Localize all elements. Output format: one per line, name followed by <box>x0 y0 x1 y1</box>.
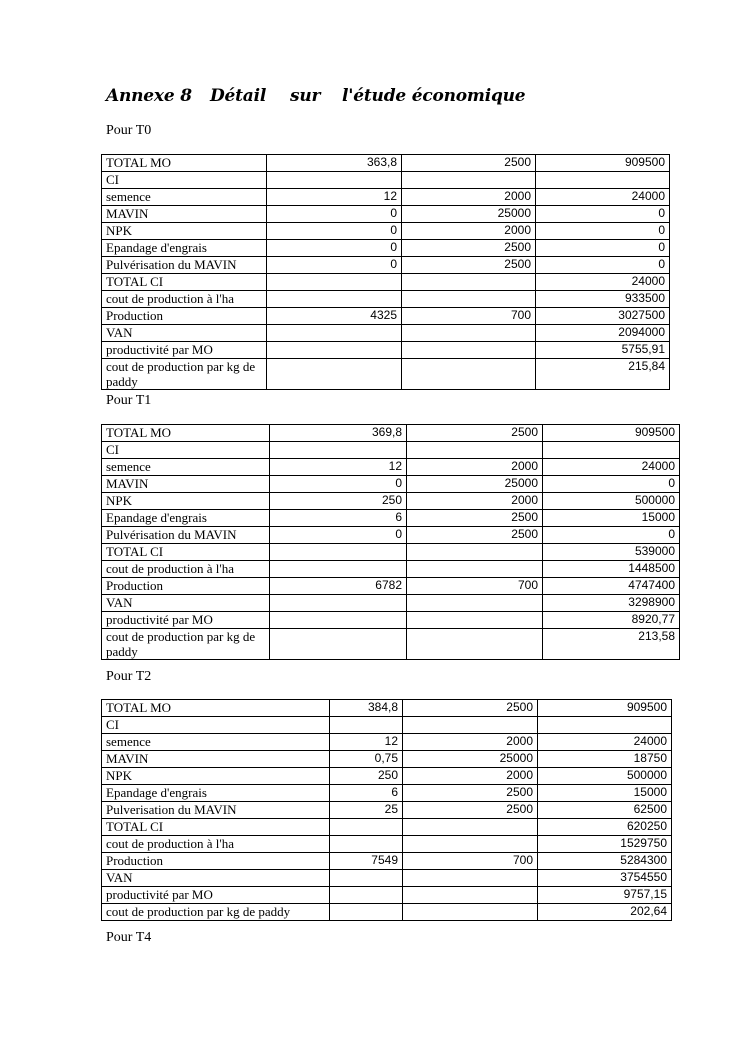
table-row <box>102 291 670 308</box>
row-label: Production <box>102 853 330 870</box>
row-label: VAN <box>102 595 270 612</box>
row-value-1: 6 <box>330 785 403 802</box>
row-value-1: 369,8 <box>270 425 407 442</box>
table-row <box>102 223 670 240</box>
row-label: TOTAL MO <box>102 155 267 172</box>
table-row <box>102 274 670 291</box>
row-value-2: 2500 <box>402 155 536 172</box>
row-value-3: 0 <box>536 223 670 240</box>
row-value-1: 0 <box>267 240 402 257</box>
row-value-3: 2094000 <box>536 325 670 342</box>
row-value-3: 909500 <box>543 425 680 442</box>
row-label: CI <box>102 172 267 189</box>
row-label: Pulvérisation du MAVIN <box>102 527 270 544</box>
row-value-2: 2000 <box>403 768 538 785</box>
row-value-3: 5755,91 <box>536 342 670 359</box>
row-value-3: 539000 <box>543 544 680 561</box>
row-value-2 <box>403 904 538 921</box>
row-label: cout de production à l'ha <box>102 561 270 578</box>
row-value-2: 2000 <box>403 734 538 751</box>
row-label: TOTAL CI <box>102 274 267 291</box>
section-heading-t2: Pour T2 <box>106 669 152 684</box>
table-row <box>102 155 670 172</box>
row-value-2: 2500 <box>403 785 538 802</box>
row-label: NPK <box>102 493 270 510</box>
row-value-1: 25 <box>330 802 403 819</box>
row-label: semence <box>102 734 330 751</box>
row-value-2: 2000 <box>407 459 543 476</box>
row-value-3: 213,58 <box>543 629 680 660</box>
row-value-3: 0 <box>536 257 670 274</box>
title-detail: Détail <box>210 86 267 106</box>
row-value-1 <box>270 612 407 629</box>
table-row <box>102 240 670 257</box>
row-value-3: 24000 <box>536 274 670 291</box>
row-value-2 <box>402 291 536 308</box>
row-value-3: 1448500 <box>543 561 680 578</box>
row-value-1: 12 <box>270 459 407 476</box>
row-value-3: 24000 <box>536 189 670 206</box>
row-value-3: 3298900 <box>543 595 680 612</box>
table-row <box>102 459 680 476</box>
row-value-1: 0 <box>267 206 402 223</box>
row-label: MAVIN <box>102 206 267 223</box>
row-value-2: 2500 <box>402 257 536 274</box>
row-value-2 <box>403 717 538 734</box>
table-row <box>102 425 680 442</box>
row-value-1 <box>267 291 402 308</box>
row-label: Epandage d'engrais <box>102 785 330 802</box>
row-value-3: 500000 <box>543 493 680 510</box>
row-label: cout de production par kg de paddy <box>102 629 270 660</box>
row-value-2: 2500 <box>407 527 543 544</box>
table-row <box>102 595 680 612</box>
row-label: CI <box>102 717 330 734</box>
row-value-2: 25000 <box>403 751 538 768</box>
row-label: productivité par MO <box>102 887 330 904</box>
row-value-1 <box>267 325 402 342</box>
row-value-1 <box>270 595 407 612</box>
row-value-2 <box>403 887 538 904</box>
row-value-1 <box>267 172 402 189</box>
row-value-3: 202,64 <box>538 904 672 921</box>
row-value-2 <box>403 836 538 853</box>
row-value-1 <box>270 629 407 660</box>
row-label: TOTAL CI <box>102 544 270 561</box>
section-heading-t0: Pour T0 <box>106 123 152 138</box>
row-value-3: 1529750 <box>538 836 672 853</box>
row-label: cout de production à l'ha <box>102 291 267 308</box>
row-value-3: 24000 <box>543 459 680 476</box>
table-row <box>102 819 672 836</box>
row-value-1 <box>267 274 402 291</box>
row-value-3: 909500 <box>538 700 672 717</box>
table-row <box>102 768 672 785</box>
table-row <box>102 887 672 904</box>
row-value-2: 2000 <box>402 223 536 240</box>
table-t2 <box>101 699 672 921</box>
row-value-1 <box>330 887 403 904</box>
row-value-2 <box>402 359 536 390</box>
row-value-2 <box>403 870 538 887</box>
section-heading-t4: Pour T4 <box>106 930 152 945</box>
table-row <box>102 853 672 870</box>
table-row <box>102 751 672 768</box>
row-label: cout de production par kg de paddy <box>102 359 267 390</box>
row-label: Pulvérisation du MAVIN <box>102 257 267 274</box>
row-value-1: 12 <box>267 189 402 206</box>
row-value-2 <box>402 274 536 291</box>
row-label: VAN <box>102 325 267 342</box>
row-value-2: 2500 <box>403 700 538 717</box>
row-value-1: 384,8 <box>330 700 403 717</box>
row-value-3: 15000 <box>543 510 680 527</box>
row-label: TOTAL CI <box>102 819 330 836</box>
row-value-3: 3754550 <box>538 870 672 887</box>
row-value-3: 24000 <box>538 734 672 751</box>
table-row <box>102 904 672 921</box>
title-sur: sur <box>290 86 321 106</box>
table-row <box>102 510 680 527</box>
row-label: Pulverisation du MAVIN <box>102 802 330 819</box>
row-value-3: 909500 <box>536 155 670 172</box>
row-value-2 <box>402 172 536 189</box>
row-value-1 <box>330 904 403 921</box>
row-value-1: 250 <box>270 493 407 510</box>
table-row <box>102 734 672 751</box>
row-value-1: 6 <box>270 510 407 527</box>
table-row <box>102 359 670 390</box>
table-row <box>102 325 670 342</box>
table-row <box>102 717 672 734</box>
table-t0 <box>101 154 670 390</box>
title-etude: l'étude économique <box>342 86 526 106</box>
row-value-1: 0,75 <box>330 751 403 768</box>
row-label: productivité par MO <box>102 612 270 629</box>
row-label: cout de production à l'ha <box>102 836 330 853</box>
row-value-2: 2500 <box>402 240 536 257</box>
row-value-2: 700 <box>402 308 536 325</box>
row-value-1 <box>270 561 407 578</box>
table-row <box>102 342 670 359</box>
table-row <box>102 802 672 819</box>
row-value-3: 0 <box>536 240 670 257</box>
row-value-3: 500000 <box>538 768 672 785</box>
row-value-2: 700 <box>403 853 538 870</box>
table-row <box>102 612 680 629</box>
row-value-2: 2500 <box>407 510 543 527</box>
row-value-1: 0 <box>267 223 402 240</box>
row-value-3 <box>538 717 672 734</box>
row-value-1: 4325 <box>267 308 402 325</box>
row-value-1 <box>267 359 402 390</box>
table-row <box>102 257 670 274</box>
row-value-2 <box>407 629 543 660</box>
table-row <box>102 493 680 510</box>
row-value-2: 2000 <box>407 493 543 510</box>
row-value-1 <box>270 544 407 561</box>
row-value-2: 25000 <box>407 476 543 493</box>
row-label: TOTAL MO <box>102 700 330 717</box>
annex-title <box>106 86 525 106</box>
row-value-3: 933500 <box>536 291 670 308</box>
table-row <box>102 836 672 853</box>
row-value-2: 2500 <box>403 802 538 819</box>
row-label: Epandage d'engrais <box>102 240 267 257</box>
row-label: TOTAL MO <box>102 425 270 442</box>
table-row <box>102 308 670 325</box>
row-value-2 <box>407 561 543 578</box>
row-value-2: 2000 <box>402 189 536 206</box>
table-row <box>102 442 680 459</box>
row-value-3: 15000 <box>538 785 672 802</box>
row-value-3: 4747400 <box>543 578 680 595</box>
row-value-3: 9757,15 <box>538 887 672 904</box>
row-label: MAVIN <box>102 476 270 493</box>
table-row <box>102 561 680 578</box>
row-value-2 <box>407 612 543 629</box>
row-label: NPK <box>102 223 267 240</box>
row-label: semence <box>102 189 267 206</box>
row-label: semence <box>102 459 270 476</box>
row-value-2 <box>407 544 543 561</box>
row-value-1 <box>270 442 407 459</box>
table-t1 <box>101 424 680 660</box>
row-value-3: 3027500 <box>536 308 670 325</box>
row-value-1 <box>330 870 403 887</box>
row-value-1 <box>330 819 403 836</box>
row-label: NPK <box>102 768 330 785</box>
row-value-2 <box>402 325 536 342</box>
row-value-1: 363,8 <box>267 155 402 172</box>
table-row <box>102 476 680 493</box>
table-row <box>102 629 680 660</box>
row-label: MAVIN <box>102 751 330 768</box>
row-value-3: 620250 <box>538 819 672 836</box>
table-row <box>102 544 680 561</box>
row-value-2 <box>402 342 536 359</box>
row-value-3: 18750 <box>538 751 672 768</box>
row-value-2: 25000 <box>402 206 536 223</box>
row-value-2: 2500 <box>407 425 543 442</box>
row-value-1: 0 <box>270 527 407 544</box>
table-row <box>102 527 680 544</box>
row-value-3: 62500 <box>538 802 672 819</box>
row-value-3 <box>536 172 670 189</box>
row-label: cout de production par kg de paddy <box>102 904 330 921</box>
title-annexe: Annexe 8 <box>106 86 192 106</box>
table-row <box>102 785 672 802</box>
row-value-1: 250 <box>330 768 403 785</box>
row-value-1 <box>267 342 402 359</box>
row-value-1: 0 <box>270 476 407 493</box>
table-row <box>102 189 670 206</box>
row-value-1: 7549 <box>330 853 403 870</box>
row-value-3: 0 <box>543 527 680 544</box>
row-value-1: 6782 <box>270 578 407 595</box>
row-value-3: 8920,77 <box>543 612 680 629</box>
table-row <box>102 700 672 717</box>
row-value-2 <box>403 819 538 836</box>
table-row <box>102 578 680 595</box>
row-label: productivité par MO <box>102 342 267 359</box>
section-heading-t1: Pour T1 <box>106 393 152 408</box>
table-row <box>102 870 672 887</box>
row-value-1: 12 <box>330 734 403 751</box>
row-label: Epandage d'engrais <box>102 510 270 527</box>
row-label: Production <box>102 578 270 595</box>
row-label: Production <box>102 308 267 325</box>
row-value-1 <box>330 836 403 853</box>
row-value-2: 700 <box>407 578 543 595</box>
row-label: VAN <box>102 870 330 887</box>
row-value-1: 0 <box>267 257 402 274</box>
row-value-3: 5284300 <box>538 853 672 870</box>
row-value-3: 0 <box>536 206 670 223</box>
table-row <box>102 206 670 223</box>
row-value-3 <box>543 442 680 459</box>
row-value-3: 0 <box>543 476 680 493</box>
row-value-3: 215,84 <box>536 359 670 390</box>
row-label: CI <box>102 442 270 459</box>
row-value-2 <box>407 442 543 459</box>
row-value-1 <box>330 717 403 734</box>
table-row <box>102 172 670 189</box>
row-value-2 <box>407 595 543 612</box>
